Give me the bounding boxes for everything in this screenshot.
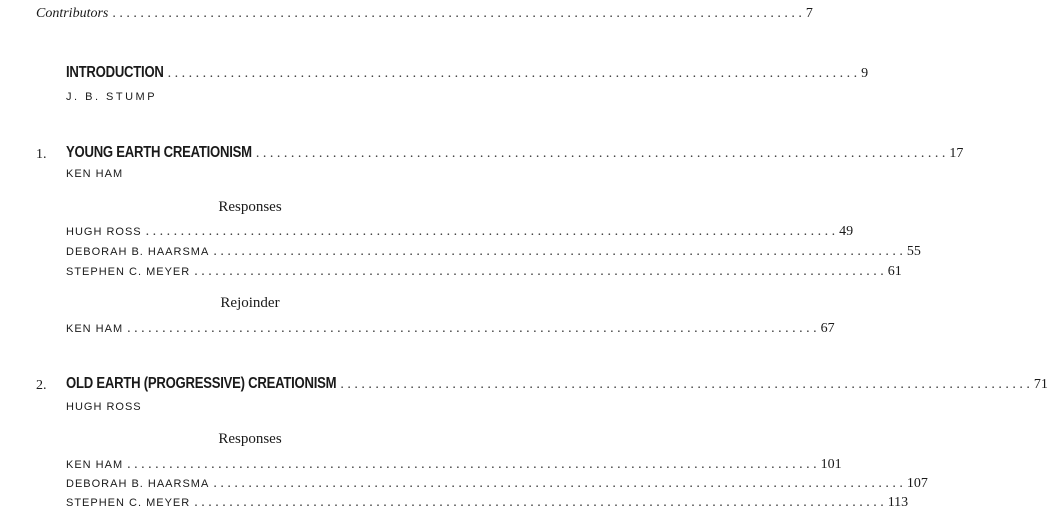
toc-entry-rejoinder[interactable] [66,321,835,337]
toc-entry-introduction[interactable] [66,64,869,82]
response-author: DEBORAH B. HAARSMA [66,246,210,258]
dot-leader [194,495,884,511]
toc-entry-chapter-2[interactable] [66,375,1048,393]
responses-heading: Responses [218,199,282,215]
chapter-author: HUGH ROSS [66,401,142,413]
toc-entry-response[interactable] [66,264,902,280]
page-number: 17 [949,146,964,161]
toc-entry-response[interactable] [66,495,909,511]
chapter-number: 1. [36,147,47,162]
dot-leader [340,377,1030,393]
page-number: 67 [820,321,835,336]
chapter-number: 2. [36,378,47,393]
toc-entry-response[interactable] [66,244,921,260]
toc-entry-response[interactable] [66,476,928,492]
chapter-author: J. B. STUMP [66,91,158,103]
toc-entry-contributors[interactable] [36,6,813,22]
rejoinder-author: KEN HAM [66,323,124,335]
chapter-title: OLD EARTH (PROGRESSIVE) CREATIONISM [66,375,337,392]
chapter-author: KEN HAM [66,168,124,180]
response-author: HUGH ROSS [66,226,142,238]
toc-entry-response[interactable] [66,224,854,240]
dot-leader [127,321,817,337]
chapter-title: INTRODUCTION [66,64,164,81]
dot-leader [213,244,903,260]
rejoinder-heading: Rejoinder [220,295,280,311]
contributors-label: Contributors [36,6,109,21]
page-number: 9 [861,66,869,81]
toc-entry-chapter-1[interactable] [66,144,964,162]
dot-leader [256,146,946,162]
response-author: DEBORAH B. HAARSMA [66,478,210,490]
response-author: KEN HAM [66,459,124,471]
toc-entry-response[interactable] [66,457,842,473]
page-number: 49 [839,224,854,239]
dot-leader [127,457,817,473]
page-number: 71 [1033,377,1048,392]
page-number: 101 [820,457,842,472]
responses-heading: Responses [218,431,282,447]
page-number: 55 [906,244,921,259]
page-number: 7 [805,6,813,21]
dot-leader [146,224,836,240]
dot-leader [112,6,802,22]
page-number: 61 [887,264,902,279]
page-number: 107 [906,476,928,491]
chapter-title: YOUNG EARTH CREATIONISM [66,144,252,161]
response-author: STEPHEN C. MEYER [66,266,191,278]
page-number: 113 [887,495,909,510]
dot-leader [213,476,903,492]
response-author: STEPHEN C. MEYER [66,497,191,509]
dot-leader [194,264,884,280]
dot-leader [168,66,858,82]
